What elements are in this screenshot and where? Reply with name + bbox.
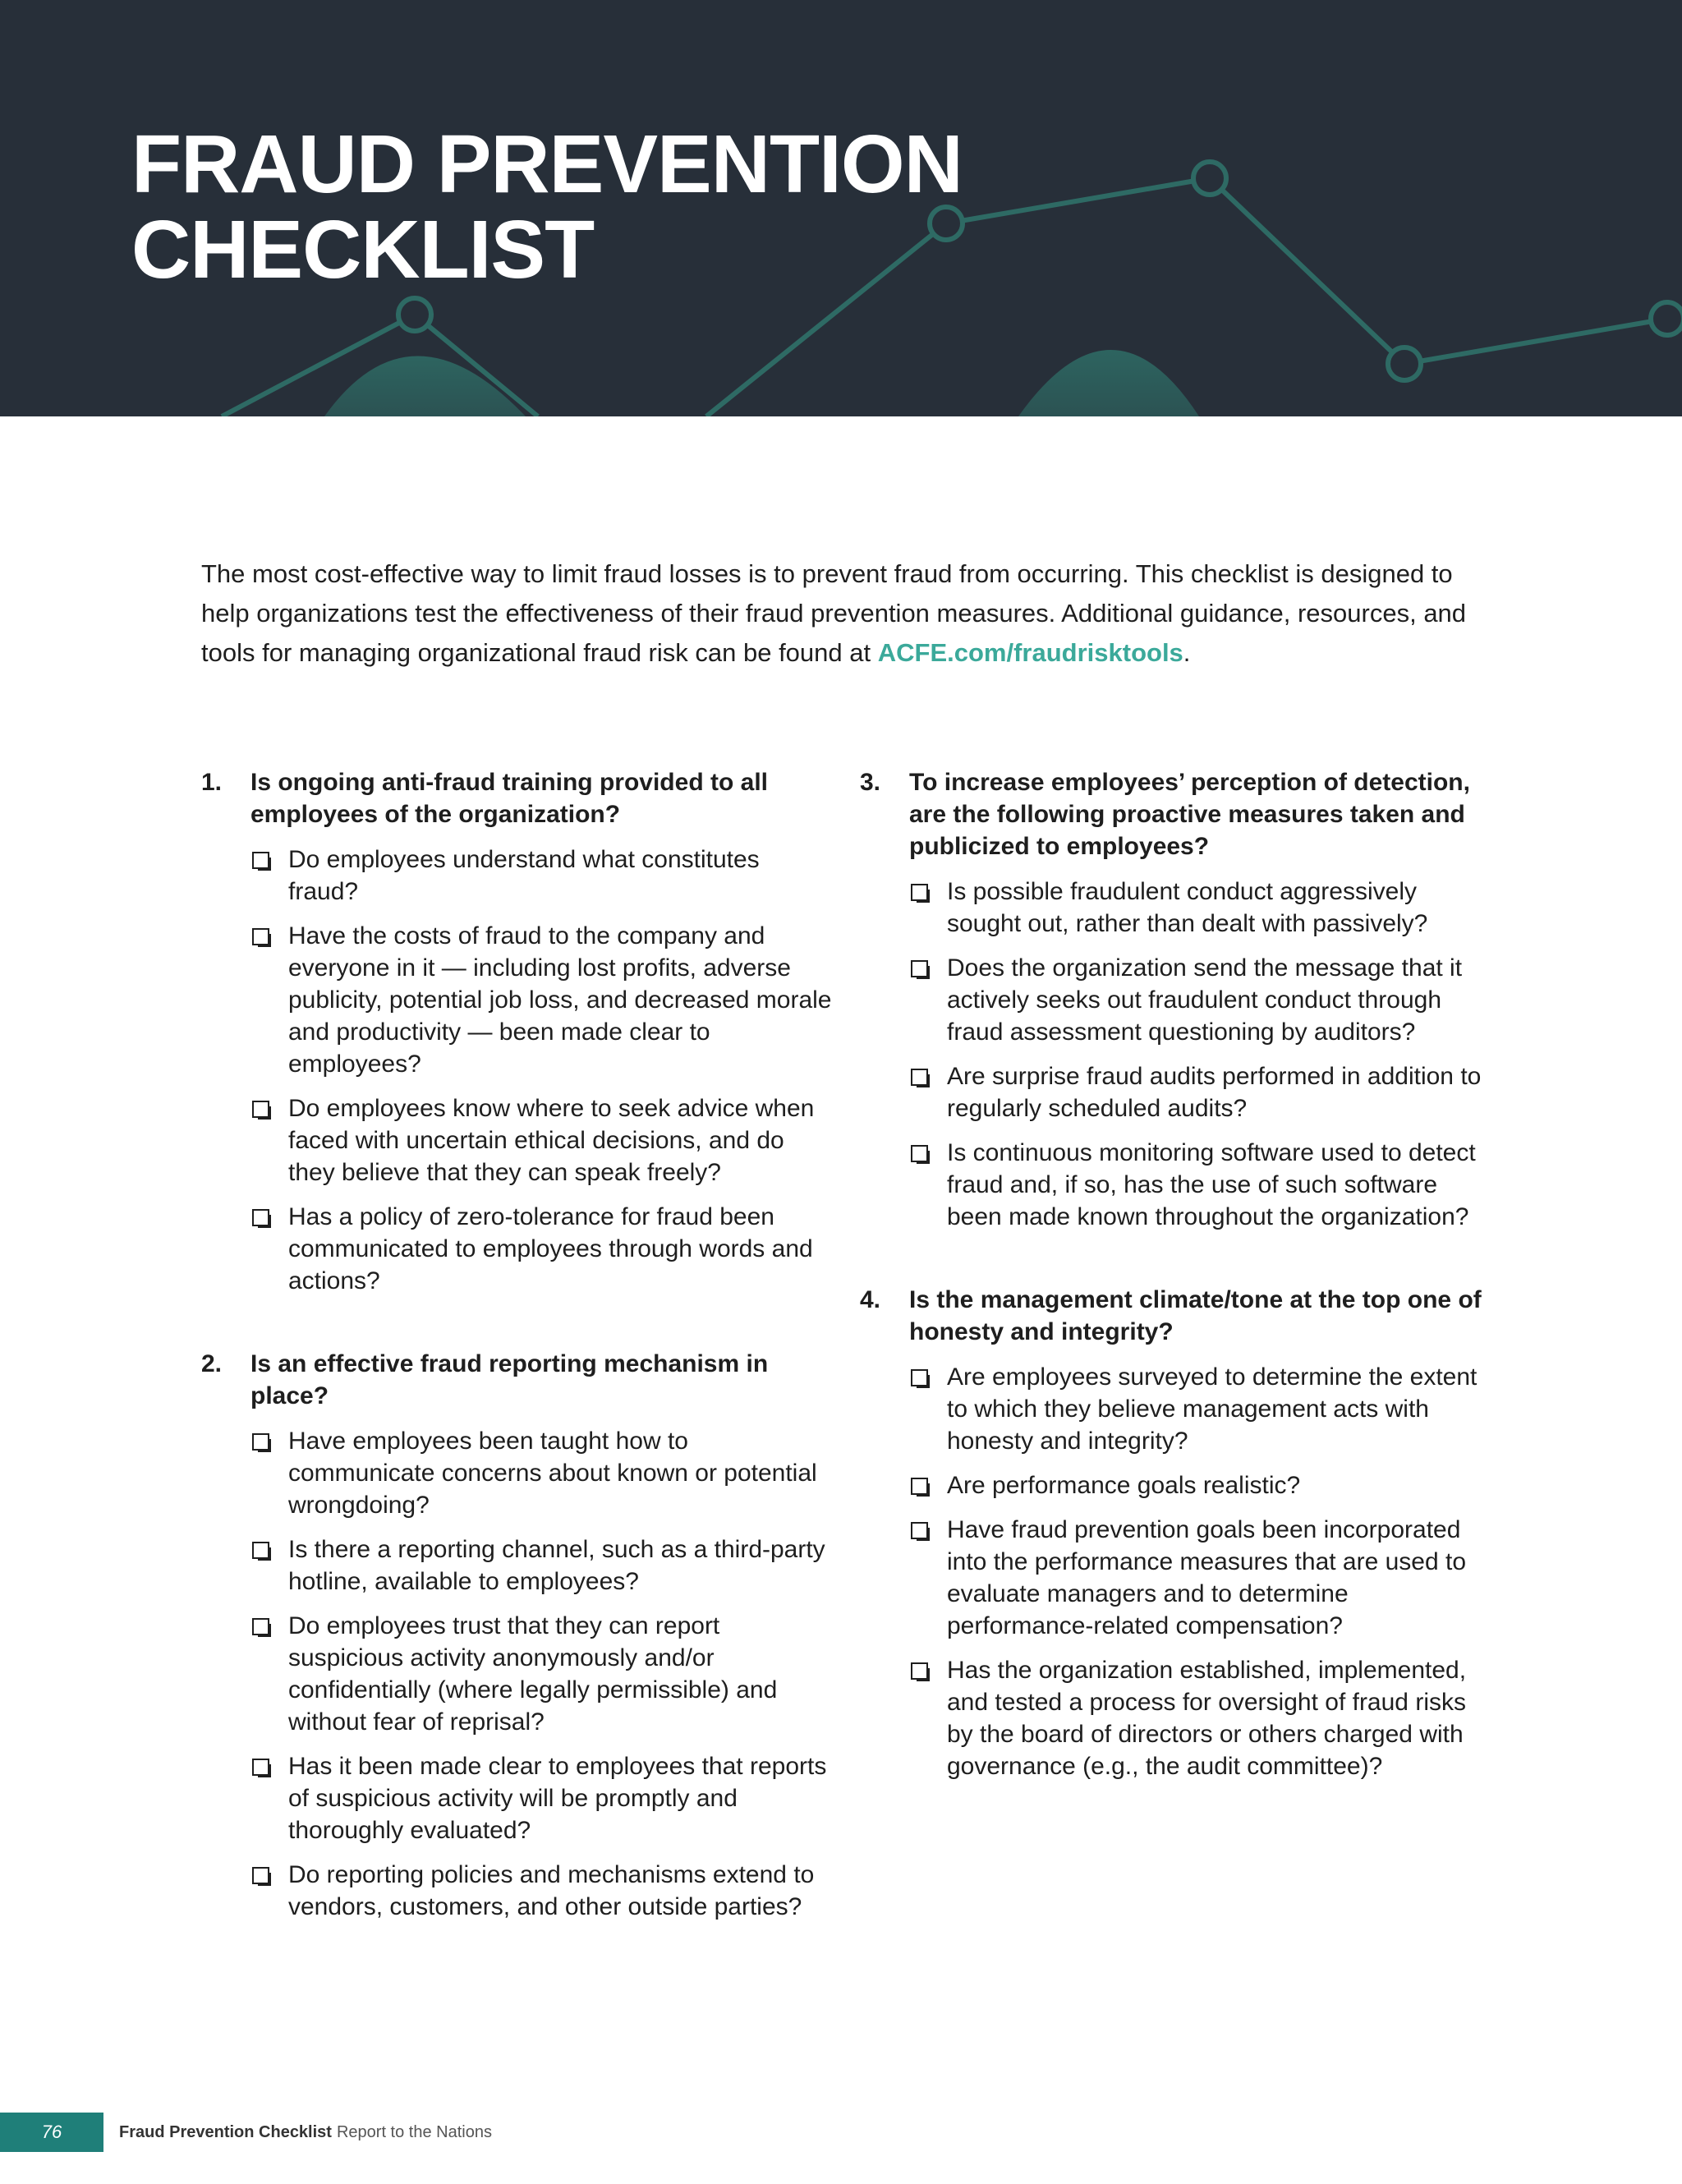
checkbox-icon[interactable] — [250, 1201, 288, 1233]
checkbox-icon[interactable] — [909, 1060, 947, 1092]
checkbox-icon[interactable] — [250, 1533, 288, 1566]
checklist-item-text: Has it been made clear to employees that reports of suspicious activity will be promptly and thoroughly evaluated? — [288, 1753, 827, 1844]
checklist-item-text: Is there a reporting channel, such as a third-party hotline, available to employees? — [288, 1536, 825, 1595]
graphic-hump-left — [324, 356, 526, 417]
checklist-item — [909, 1361, 1484, 1457]
intro-text: The most cost-effective way to limit fraud losses is to prevent fraud from occurring. This checklist is designed to help organizations test the effectiveness of their fraud prevention measures. Additional guidance, resources, and tools for managing organizational fraud risk can be found at — [201, 559, 1467, 667]
intro-suffix: . — [1183, 638, 1191, 667]
checklist-item — [909, 1514, 1484, 1642]
question-1 — [201, 766, 834, 1297]
checkbox-icon[interactable] — [250, 844, 288, 876]
checklist-item-text: Does the organization send the message that it actively seeks out fraudulent conduct through fraud assessment questioning by auditors? — [947, 954, 1463, 1046]
checklist-item-text: Do employees trust that they can report suspicious activity anonymously and/or confidentially (where legally permissible) and without fear of reprisal? — [288, 1612, 778, 1736]
graphic-node — [1651, 302, 1682, 335]
graphic-hump-right — [1018, 350, 1199, 416]
question-heading: Is the management climate/tone at the top one of honesty and integrity? — [909, 1286, 1482, 1345]
intro-paragraph — [201, 554, 1482, 673]
page-number: 76 — [0, 2113, 103, 2152]
checklist-item-text: Are employees surveyed to determine the extent to which they believe management acts with honesty and integrity? — [947, 1363, 1477, 1455]
checkbox-icon[interactable] — [909, 1137, 947, 1169]
question-number: 3. — [860, 769, 881, 796]
checkbox-icon[interactable] — [909, 876, 947, 908]
question-heading: Is an effective fraud reporting mechanism in place? — [250, 1350, 769, 1409]
checklist-item-text: Do employees know where to seek advice when faced with uncertain ethical decisions, and do they believe that they can speak freely? — [288, 1095, 815, 1186]
graphic-node — [1193, 162, 1226, 195]
page-title-line1: FRAUD PREVENTION — [131, 118, 963, 210]
page-title-line2: CHECKLIST — [131, 204, 595, 296]
checkbox-icon[interactable] — [909, 1514, 947, 1546]
graphic-node — [398, 298, 431, 331]
checklist-column-left — [201, 766, 834, 1974]
checklist-item-text: Has the organization established, implemented, and tested a process for oversight of fraud risks by the board of directors or others charged with governance (e.g., the audit committee)? — [947, 1657, 1467, 1780]
checklist-item — [250, 1610, 834, 1738]
checklist-item — [909, 1060, 1484, 1124]
checklist-item — [909, 1469, 1484, 1501]
checklist-item — [250, 1201, 834, 1297]
checklist-item-text: Are surprise fraud audits performed in addition to regularly scheduled audits? — [947, 1063, 1482, 1122]
checkbox-icon[interactable] — [250, 1092, 288, 1124]
fraud-risk-tools-link[interactable]: ACFE.com/fraudrisktools — [877, 638, 1183, 667]
checklist-item — [250, 1092, 834, 1189]
checkbox-icon[interactable] — [909, 1469, 947, 1501]
checklist-item — [250, 1533, 834, 1598]
checklist-item — [250, 844, 834, 908]
question-number: 4. — [860, 1286, 881, 1313]
checklist-item — [909, 1654, 1484, 1782]
running-footer — [119, 2113, 492, 2152]
checklist-item — [250, 1859, 834, 1923]
checklist-item-text: Have employees been taught how to communicate concerns about known or potential wrongdoing? — [288, 1428, 817, 1519]
checkbox-icon[interactable] — [250, 1859, 288, 1891]
checklist-item-text: Is possible fraudulent conduct aggressively sought out, rather than dealt with passively? — [947, 878, 1428, 937]
question-4 — [860, 1284, 1484, 1782]
checklist-item-text: Do reporting policies and mechanisms extend to vendors, customers, and other outside parties? — [288, 1861, 815, 1920]
checklist-column-right — [860, 766, 1484, 1833]
checklist-item-text: Have fraud prevention goals been incorporated into the performance measures that are used to evaluate managers and to determine performance-related compensation? — [947, 1516, 1467, 1639]
checkbox-icon[interactable] — [909, 1654, 947, 1686]
checklist-item — [909, 952, 1484, 1048]
checklist-item-text: Has a policy of zero-tolerance for fraud been communicated to employees through words and actions? — [288, 1203, 813, 1294]
footer-section-title: Fraud Prevention Checklist — [119, 2123, 332, 2141]
checkbox-icon[interactable] — [909, 1361, 947, 1393]
checklist-item-text: Are performance goals realistic? — [947, 1472, 1301, 1499]
checklist-item-text: Do employees understand what constitutes fraud? — [288, 846, 760, 905]
question-2 — [201, 1348, 834, 1923]
page-title — [131, 118, 963, 296]
checkbox-icon[interactable] — [250, 1425, 288, 1457]
question-heading: Is ongoing anti-fraud training provided to all employees of the organization? — [250, 769, 768, 828]
checklist-item — [250, 920, 834, 1080]
graphic-node — [1388, 347, 1421, 380]
header-banner — [0, 0, 1682, 416]
checkbox-icon[interactable] — [909, 952, 947, 984]
checklist-item — [250, 1750, 834, 1846]
question-3 — [860, 766, 1484, 1233]
question-number: 2. — [201, 1350, 223, 1377]
checklist-item-text: Is continuous monitoring software used to detect fraud and, if so, has the use of such software been made known throughout the organization? — [947, 1139, 1476, 1230]
question-heading: To increase employees’ perception of detection, are the following proactive measures taken and publicized to employees? — [909, 769, 1470, 860]
question-number: 1. — [201, 769, 223, 796]
checklist-item — [909, 1137, 1484, 1233]
checklist-item — [250, 1425, 834, 1521]
checkbox-icon[interactable] — [250, 920, 288, 952]
footer-report-title: Report to the Nations — [336, 2123, 492, 2141]
checkbox-icon[interactable] — [250, 1610, 288, 1642]
checklist-item — [909, 876, 1484, 940]
checkbox-icon[interactable] — [250, 1750, 288, 1782]
checklist-item-text: Have the costs of fraud to the company and everyone in it — including lost profits, adverse publicity, potential job loss, and decreased morale and productivity — been made clear to employees? — [288, 922, 832, 1078]
